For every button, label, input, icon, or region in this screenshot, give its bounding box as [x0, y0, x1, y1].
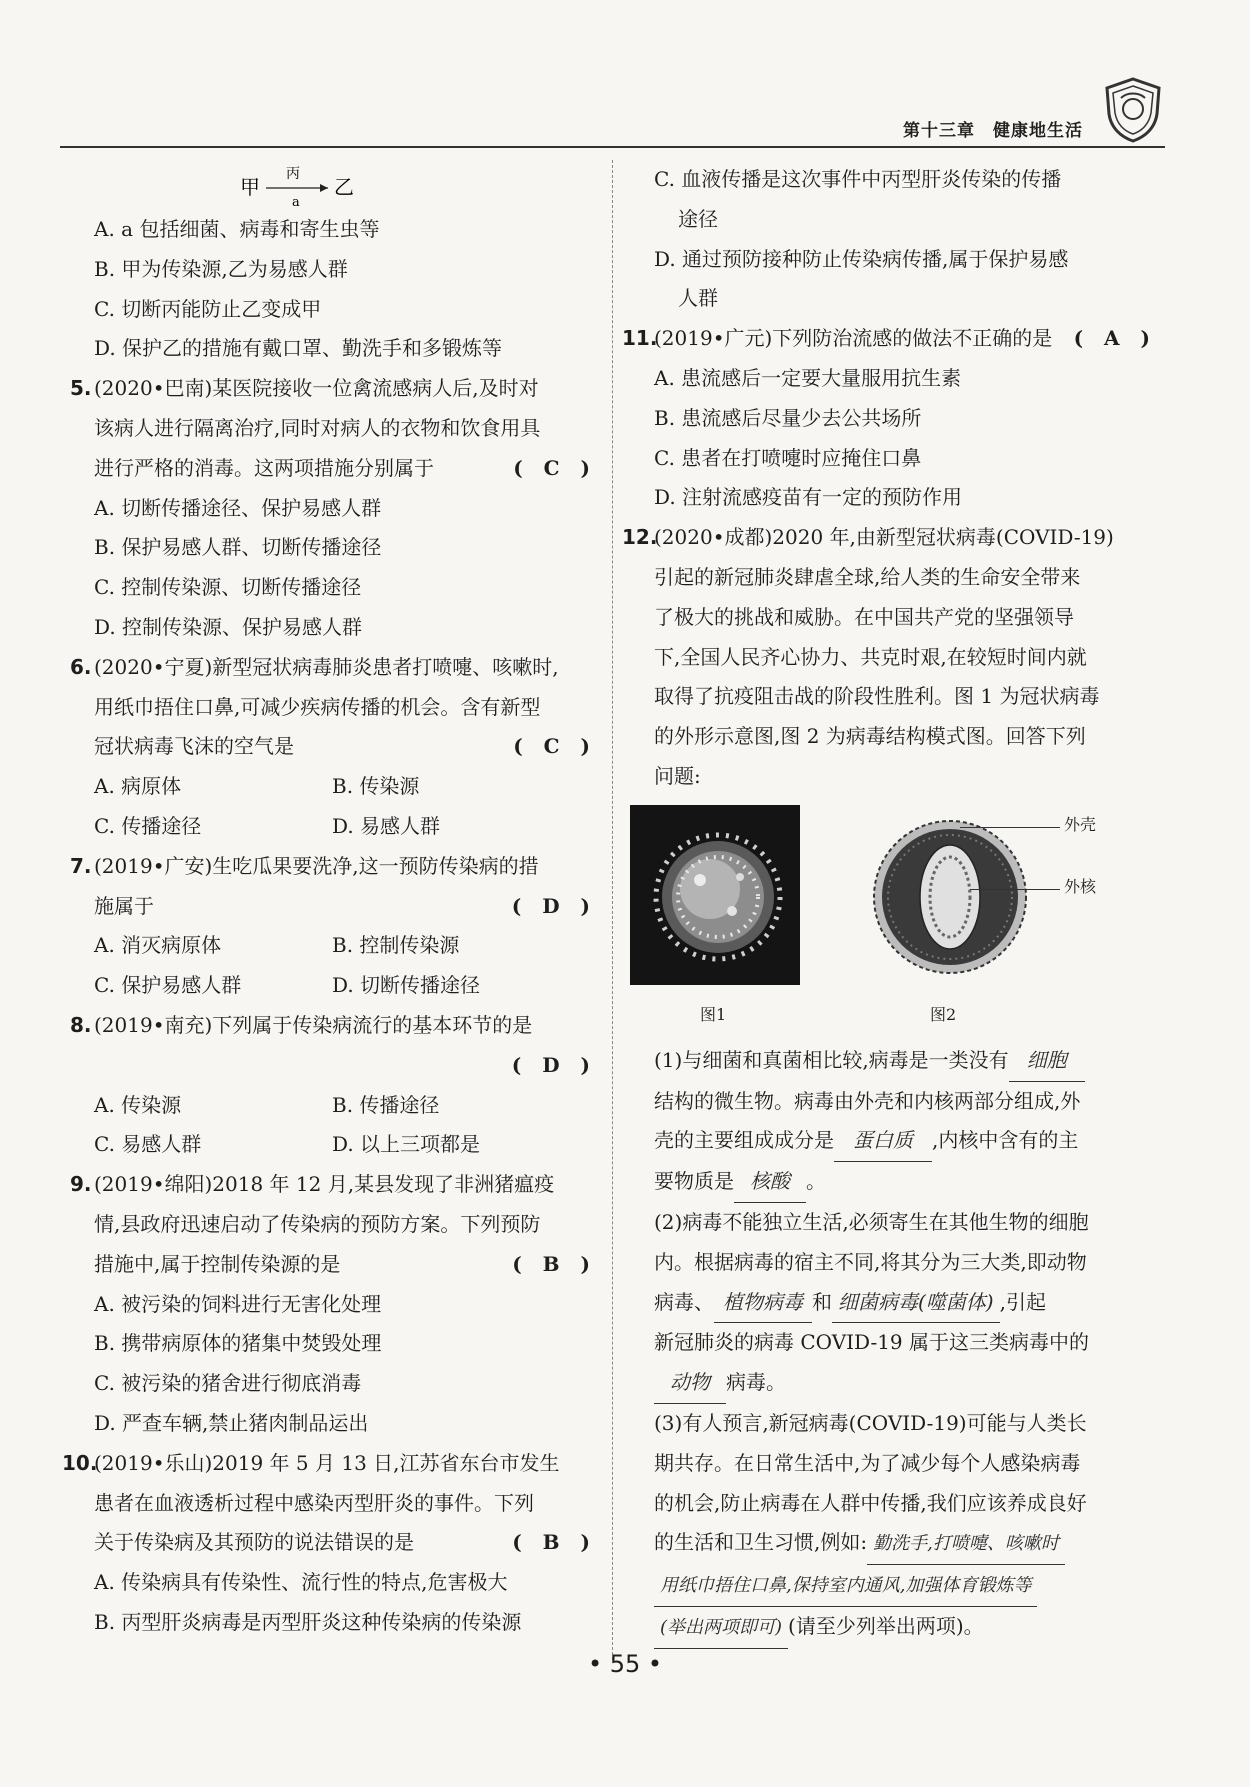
answer-blank-cell: 细胞 [1009, 1041, 1085, 1082]
q12-line-5: 取得了抗疫阻击战的阶段性胜利。图 1 为冠状病毒 [654, 684, 1100, 709]
chapter-heading [903, 116, 1083, 141]
p1-text-e: 要物质是 [654, 1169, 734, 1194]
q9-line-3 [94, 1245, 590, 1285]
p2-text-a: (2)病毒不能独立生活,必须寄生在其他生物的细胞 [654, 1209, 1089, 1234]
q9-line-1: (2019•绵阳)2018 年 12 月,某县发现了非洲猪瘟疫 [94, 1172, 555, 1197]
p2-text-c: 病毒、 [654, 1289, 714, 1314]
q10-answer: ( B ) [512, 1530, 590, 1555]
label-core: 外核 [1064, 876, 1097, 896]
q5-option-b: B. 保护易感人群、切断传播途径 [94, 535, 382, 560]
q8-number: 8. [70, 1012, 92, 1037]
question-12 [622, 518, 1150, 1649]
right-column [622, 160, 1150, 1649]
q7-options-row-1 [94, 926, 590, 966]
answer-habits-line-3: (举出两项即可) [654, 1608, 788, 1649]
p3-text-a: (3)有人预言,新冠病毒(COVID-19)可能与人类长 [654, 1410, 1087, 1435]
q6-answer-letter: C [543, 734, 560, 759]
chapter-number: 第十三章 [903, 121, 975, 141]
p1-text-b: 结构的微生物。病毒由外壳和内核两部分组成,外 [654, 1088, 1081, 1113]
q7-options-row-2 [94, 966, 590, 1006]
q7-line-1: (2019•广安)生吃瓜果要洗净,这一预防传染病的措 [94, 853, 539, 878]
q12-part-2 [630, 1203, 1150, 1404]
q5-option-a: A. 切断传播途径、保护易感人群 [94, 495, 382, 520]
q12-part-3 [630, 1404, 1150, 1649]
q11-stem: (2019•广元)下列防治流感的做法不正确的是 [654, 326, 1053, 351]
answer-blank-animal: 动物 [654, 1363, 726, 1404]
q10-line-2: 患者在血液透析过程中感染丙型肝炎的事件。下列 [94, 1490, 534, 1515]
coronavirus-photo [630, 805, 800, 985]
p3-text-b: 期共存。在日常生活中,为了减少每个人感染病毒 [654, 1450, 1081, 1475]
q7-option-a: A. 消灭病原体 [94, 933, 222, 958]
q5-stem-end: 进行严格的消毒。这两项措施分别属于 [94, 455, 434, 480]
label-shell: 外壳 [1064, 814, 1097, 834]
q10-number: 10. [62, 1450, 98, 1475]
q8-option-c: C. 易感人群 [94, 1132, 202, 1157]
transmission-formula [10, 160, 590, 210]
page-number: • 55 • [587, 1650, 663, 1678]
q6-line-1: (2020•宁夏)新型冠状病毒肺炎患者打喷嚏、咳嗽时, [94, 654, 559, 679]
shield-logo-icon [1101, 76, 1165, 144]
q10-stem-end: 关于传染病及其预防的说法错误的是 [94, 1530, 414, 1555]
q10-option-d-cont: 人群 [678, 286, 718, 311]
q6-option-a: A. 病原体 [94, 774, 182, 799]
q6-option-c: C. 传播途径 [94, 813, 202, 838]
answer-blank-plant-virus: 植物病毒 [714, 1283, 812, 1324]
question-7 [70, 847, 590, 1006]
p3-text-e: (请至少列举出两项)。 [788, 1613, 984, 1638]
q5-line-1: (2020•巴南)某医院接收一位禽流感病人后,及时对 [94, 376, 539, 401]
q7-stem-end: 施属于 [94, 893, 154, 918]
formula-to: 乙 [334, 175, 354, 199]
question-11 [622, 319, 1150, 518]
q12-line-7: 问题: [654, 763, 701, 788]
p2-text-f: 新冠肺炎的病毒 COVID-19 属于这三类病毒中的 [654, 1330, 1090, 1355]
virus-structure-diagram [870, 817, 1030, 977]
p1-text-a: (1)与细菌和真菌相比较,病毒是一类没有 [654, 1047, 1009, 1072]
q10-option-d: D. 通过预防接种防止传染病传播,属于保护易感 [654, 246, 1069, 271]
p2-text-d: 和 [812, 1289, 832, 1314]
q8-answer-line [94, 1046, 590, 1086]
q8-options-row-1 [94, 1086, 590, 1126]
p1-text-d: ,内核中含有的主 [932, 1128, 1079, 1153]
p2-text-g: 病毒。 [726, 1370, 786, 1395]
virus-figures [630, 805, 1150, 1035]
q7-answer: ( D ) [511, 893, 590, 918]
q7-option-d: D. 切断传播途径 [332, 973, 481, 998]
q7-line-2 [94, 887, 590, 927]
q9-option-b: B. 携带病原体的猪集中焚毁处理 [94, 1331, 382, 1356]
q5-answer: ( C ) [513, 455, 590, 480]
p3-text-d: 的生活和卫生习惯,例如: [654, 1530, 868, 1555]
q5-number: 5. [70, 376, 92, 401]
p3-text-c: 的机会,防止病毒在人群中传播,我们应该养成良好 [654, 1490, 1087, 1515]
q4-option-d: D. 保护乙的措施有戴口罩、勤洗手和多锻炼等 [94, 336, 503, 361]
q6-option-b: B. 传染源 [332, 774, 420, 799]
q8-line-1: (2019•南充)下列属于传染病流行的基本环节的是 [94, 1012, 533, 1037]
q5-line-3 [94, 449, 590, 489]
q11-answer: ( A ) [1073, 326, 1150, 351]
column-divider [612, 160, 613, 1660]
q12-number: 12. [622, 525, 658, 550]
answer-habits-line-1: 勤洗手,打喷嚏、咳嗽时 [867, 1524, 1065, 1565]
q10-option-c: C. 血液传播是这次事件中丙型肝炎传染的传播 [654, 167, 1062, 191]
question-8 [70, 1006, 590, 1165]
answer-blank-bacteriophage: 细菌病毒(噬菌体) [832, 1283, 1000, 1324]
answer-blank-protein: 蛋白质 [834, 1121, 932, 1162]
q7-number: 7. [70, 853, 92, 878]
question-10 [62, 1444, 590, 1643]
q11-option-c: C. 患者在打喷嚏时应掩住口鼻 [654, 445, 922, 470]
q10-option-c-cont: 途径 [678, 206, 718, 231]
q12-line-4: 下,全国人民齐心协力、共克时艰,在较短时间内就 [654, 644, 1087, 669]
left-column [62, 160, 590, 1643]
q6-options-row-2 [94, 807, 590, 847]
q7-answer-letter: D [542, 893, 560, 918]
formula-over: 丙 [286, 166, 300, 182]
q11-answer-letter: A [1104, 326, 1120, 351]
formula-from: 甲 [240, 175, 260, 199]
answer-blank-nucleic-acid: 核酸 [734, 1162, 806, 1203]
answer-habits-line-2: 用纸巾捂住口鼻,保持室内通风,加强体育锻炼等 [654, 1566, 1037, 1607]
q10-option-b: B. 丙型肝炎病毒是丙型肝炎这种传染病的传染源 [94, 1609, 522, 1634]
q10-answer-letter: B [542, 1530, 560, 1555]
q12-line-1: (2020•成都)2020 年,由新型冠状病毒(COVID-19) [654, 525, 1114, 550]
q11-option-b: B. 患流感后尽量少去公共场所 [654, 405, 922, 430]
question-6 [70, 648, 590, 847]
q8-option-b: B. 传播途径 [332, 1092, 440, 1117]
question-5 [70, 369, 590, 648]
q6-line-2: 用纸巾捂住口鼻,可减少疾病传播的机会。含有新型 [94, 694, 541, 719]
chapter-title: 健康地生活 [993, 121, 1083, 141]
q6-option-d: D. 易感人群 [332, 813, 441, 838]
q6-answer: ( C ) [513, 734, 590, 759]
q9-line-2: 情,县政府迅速启动了传染病的预防方案。下列预防 [94, 1211, 541, 1236]
q9-option-a: A. 被污染的饲料进行无害化处理 [94, 1291, 382, 1316]
q8-option-d: D. 以上三项都是 [332, 1132, 481, 1157]
q5-line-2: 该病人进行隔离治疗,同时对病人的衣物和饮食用具 [94, 415, 541, 440]
q9-option-d: D. 严查车辆,禁止猪肉制品运出 [94, 1410, 369, 1435]
q8-option-a: A. 传染源 [94, 1092, 182, 1117]
q5-answer-letter: C [543, 455, 560, 480]
q9-number: 9. [70, 1172, 92, 1197]
q10-option-a: A. 传染病具有传染性、流行性的特点,危害极大 [94, 1570, 508, 1595]
q11-option-d: D. 注射流感疫苗有一定的预防作用 [654, 485, 963, 510]
q6-number: 6. [70, 654, 92, 679]
figure-2-caption: 图2 [930, 1004, 957, 1024]
q9-answer-letter: B [542, 1251, 560, 1276]
q8-answer-letter: D [542, 1052, 560, 1077]
page-header [60, 100, 1165, 148]
q7-option-b: B. 控制传染源 [332, 933, 460, 958]
q9-answer: ( B ) [512, 1251, 590, 1276]
p2-text-e: ,引起 [999, 1289, 1046, 1314]
q10-continued [630, 160, 1150, 319]
figure-1-caption: 图1 [700, 1004, 727, 1024]
q8-answer: ( D ) [511, 1052, 590, 1077]
q10-line-1: (2019•乐山)2019 年 5 月 13 日,江苏省东台市发生 [94, 1450, 560, 1475]
p2-text-b: 内。根据病毒的宿主不同,将其分为三大类,即动物 [654, 1249, 1087, 1274]
q6-options-row-1 [94, 767, 590, 807]
q4-options [70, 210, 590, 369]
q6-line-3 [94, 727, 590, 767]
q8-options-row-2 [94, 1125, 590, 1165]
q4-option-c: C. 切断丙能防止乙变成甲 [94, 296, 322, 321]
q6-stem-end: 冠状病毒飞沫的空气是 [94, 734, 294, 759]
formula-under: a [292, 195, 300, 210]
q11-option-a: A. 患流感后一定要大量服用抗生素 [654, 365, 962, 390]
q9-option-c: C. 被污染的猪舍进行彻底消毒 [94, 1371, 362, 1396]
p1-text-c: 壳的主要组成成分是 [654, 1128, 834, 1153]
question-9 [70, 1165, 590, 1444]
q11-number: 11. [622, 326, 658, 351]
q12-line-3: 了极大的挑战和威胁。在中国共产党的坚强领导 [654, 604, 1074, 629]
q5-option-c: C. 控制传染源、切断传播途径 [94, 575, 362, 600]
q11-line-1 [654, 319, 1150, 359]
q5-option-d: D. 控制传染源、保护易感人群 [94, 614, 363, 639]
q4-option-a: A. a 包括细菌、病毒和寄生虫等 [94, 217, 380, 241]
p1-text-f: 。 [806, 1169, 826, 1194]
q10-line-3 [94, 1523, 590, 1563]
q7-option-c: C. 保护易感人群 [94, 973, 242, 998]
q12-line-2: 引起的新冠肺炎肆虐全球,给人类的生命安全带来 [654, 564, 1081, 589]
q9-stem-end: 措施中,属于控制传染源的是 [94, 1251, 341, 1276]
q4-option-b: B. 甲为传染源,乙为易感人群 [94, 256, 348, 281]
q12-line-6: 的外形示意图,图 2 为病毒结构模式图。回答下列 [654, 724, 1086, 749]
q12-part-1 [630, 1041, 1150, 1203]
